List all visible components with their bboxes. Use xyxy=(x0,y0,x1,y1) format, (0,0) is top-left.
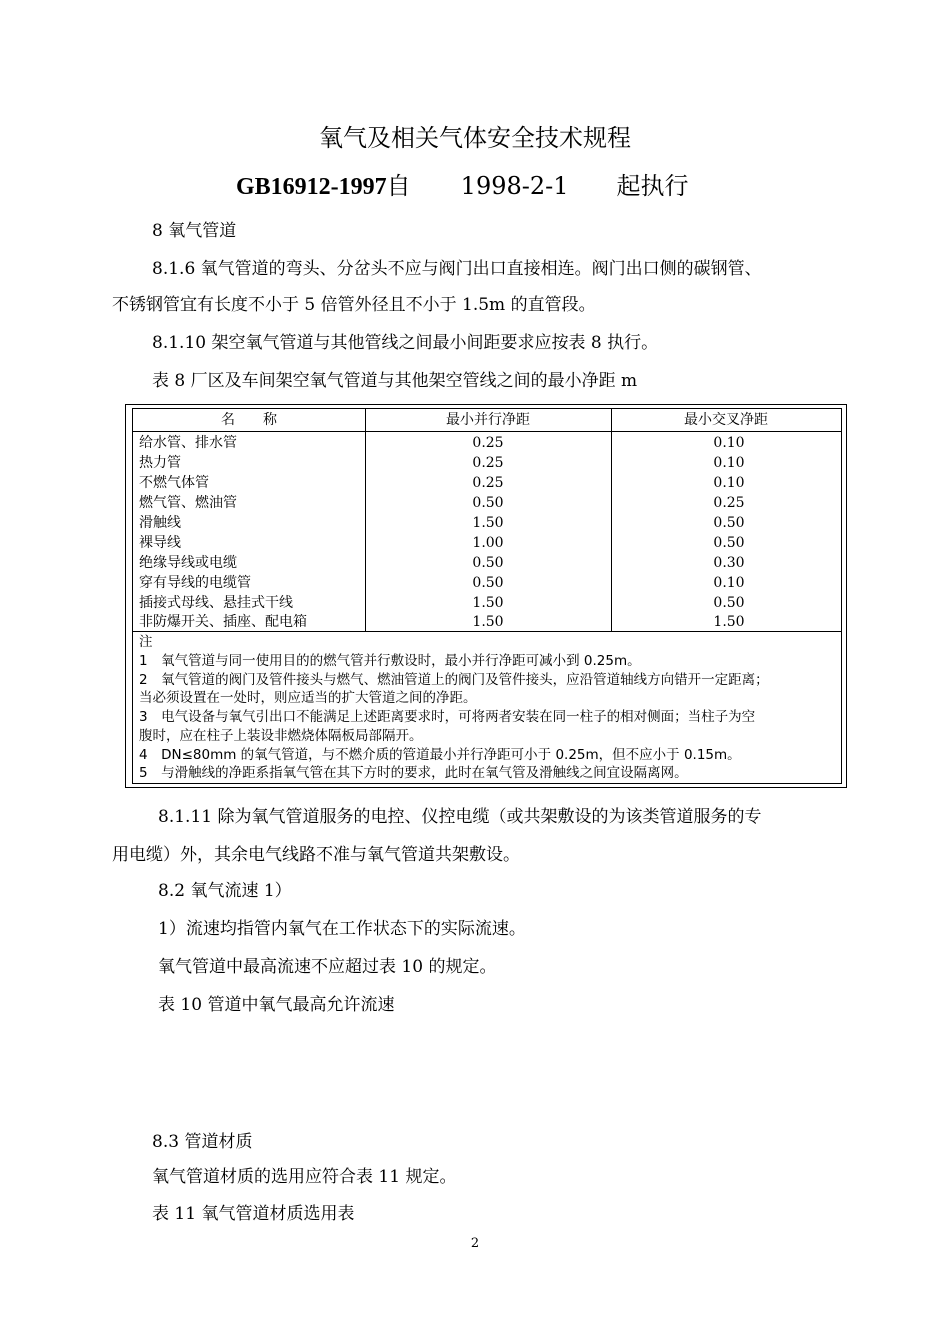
table-cell: 0.10 xyxy=(713,475,745,491)
table-cell: 0.50 xyxy=(713,595,745,611)
table-row xyxy=(133,533,841,553)
table8-header-cross: 最小交叉净距 xyxy=(684,412,768,428)
table8-header xyxy=(133,409,841,432)
paragraph-8-1-10: 8.1.10 架空氧气管道与其他管线之间最小间距要求应按表 8 执行。 xyxy=(152,333,659,353)
table-cell: 1.50 xyxy=(472,595,504,611)
table-cell: 插接式母线、悬挂式干线 xyxy=(139,595,293,611)
table-cell: 裸导线 xyxy=(139,535,181,551)
table-cell: 0.10 xyxy=(713,435,745,451)
table8-header-parallel: 最小并行净距 xyxy=(446,412,530,428)
table-row xyxy=(133,573,841,593)
document-title: 氧气及相关气体安全技术规程 xyxy=(319,124,631,152)
paragraph-8-1-6-line2: 不锈钢管宜有长度不小于 5 倍管外径且不小于 1.5m 的直管段。 xyxy=(112,295,596,315)
table-cell: 热力管 xyxy=(139,455,181,471)
table-cell: 1.50 xyxy=(472,614,504,630)
table-cell: 0.25 xyxy=(713,495,745,511)
table10-caption: 表 10 管道中氧气最高允许流速 xyxy=(158,995,395,1015)
table-cell: 0.50 xyxy=(472,555,504,571)
table-cell: 燃气管、燃油管 xyxy=(139,495,237,511)
table-cell: 0.25 xyxy=(472,435,504,451)
table-cell: 0.50 xyxy=(472,495,504,511)
table-cell: 0.50 xyxy=(713,515,745,531)
table8-note: 当必须设置在一处时，则应适当的扩大管道之间的净距。 xyxy=(139,690,477,706)
table-row xyxy=(133,453,841,473)
table8-note: 2 氧气管道的阀门及管件接头与燃气、燃油管道上的阀门及管件接头，应沿管道轴线方向错开一定距离； xyxy=(139,672,769,688)
standard-number: GB16912-1997 xyxy=(236,174,387,200)
paragraph-8-1-11-line1: 8.1.11 除为氧气管道服务的电控、仪控电缆（或共架敷设的为该类管道服务的专 xyxy=(158,807,762,827)
table-cell: 不燃气体管 xyxy=(139,475,209,491)
table-row xyxy=(133,433,841,453)
table8-frame xyxy=(125,404,847,788)
table8-note: 腹时，应在柱子上装设非燃烧体隔板局部隔开。 xyxy=(139,728,423,744)
table-cell: 0.10 xyxy=(713,575,745,591)
table-row xyxy=(133,593,841,613)
table-cell: 绝缘导线或电缆 xyxy=(139,555,237,571)
table-cell: 给水管、排水管 xyxy=(139,435,237,451)
table-cell: 1.50 xyxy=(713,614,745,630)
table-cell: 0.10 xyxy=(713,455,745,471)
table-row xyxy=(133,473,841,493)
subtitle-to: 起执行 xyxy=(616,172,689,200)
paragraph-8-3: 氧气管道材质的选用应符合表 11 规定。 xyxy=(152,1167,457,1187)
table-cell: 非防爆开关、插座、配电箱 xyxy=(139,614,307,630)
document-subtitle xyxy=(236,166,689,201)
section-heading-8-3: 8.3 管道材质 xyxy=(152,1132,253,1152)
table8-header-name: 名 称 xyxy=(221,412,277,428)
paragraph-8-2: 氧气管道中最高流速不应超过表 10 的规定。 xyxy=(158,957,497,977)
table11-caption: 表 11 氧气管道材质选用表 xyxy=(152,1204,355,1224)
section-heading-8-2: 8.2 氧气流速 1） xyxy=(158,881,292,901)
table8-notes-divider xyxy=(133,631,841,632)
table-cell: 0.25 xyxy=(472,455,504,471)
paragraph-8-1-6-line1: 8.1.6 氧气管道的弯头、分岔头不应与阀门出口直接相连。阀门出口侧的碳钢管、 xyxy=(152,259,762,279)
table-cell: 1.50 xyxy=(472,515,504,531)
table-row xyxy=(133,513,841,533)
table-cell: 0.50 xyxy=(472,575,504,591)
table8-caption: 表 8 厂区及车间架空氧气管道与其他架空管线之间的最小净距 m xyxy=(152,371,638,391)
table-row xyxy=(133,493,841,513)
table8 xyxy=(132,408,842,784)
table-cell: 0.50 xyxy=(713,535,745,551)
table-row xyxy=(133,553,841,573)
table8-note: 1 氧气管道与同一使用目的的燃气管并行敷设时，最小并行净距可减小到 0.25m。 xyxy=(139,653,641,669)
table-cell: 穿有导线的电缆管 xyxy=(139,575,251,591)
table-row xyxy=(133,612,841,632)
table8-note: 4 DN≤80mm 的氧气管道，与不燃介质的管道最小并行净距可小于 0.25m，但不应小于 0.15m。 xyxy=(139,747,741,763)
table8-notes-label: 注 xyxy=(139,634,153,650)
page-number: 2 xyxy=(470,1236,480,1251)
table-cell: 1.00 xyxy=(472,535,504,551)
table8-note: 3 电气设备与氧气引出口不能满足上述距离要求时，可将两者安装在同一柱子的相对侧面；当柱子为空 xyxy=(139,709,756,725)
paragraph-8-1-11-line2: 用电缆）外，其余电气线路不准与氧气管道共架敷设。 xyxy=(112,845,520,865)
subtitle-from: 自 xyxy=(386,172,411,200)
table-cell: 0.30 xyxy=(713,555,745,571)
footnote-flow-velocity: 1）流速均指管内氧气在工作状态下的实际流速。 xyxy=(158,919,526,939)
section-heading-8: 8 氧气管道 xyxy=(152,221,237,241)
table-cell: 0.25 xyxy=(472,475,504,491)
table8-note: 5 与滑触线的净距系指氧气管在其下方时的要求，此时在氧气管及滑触线之间宜设隔离网。 xyxy=(139,765,688,781)
effective-date: 1998-2-1 xyxy=(460,172,569,200)
table-cell: 滑触线 xyxy=(139,515,181,531)
